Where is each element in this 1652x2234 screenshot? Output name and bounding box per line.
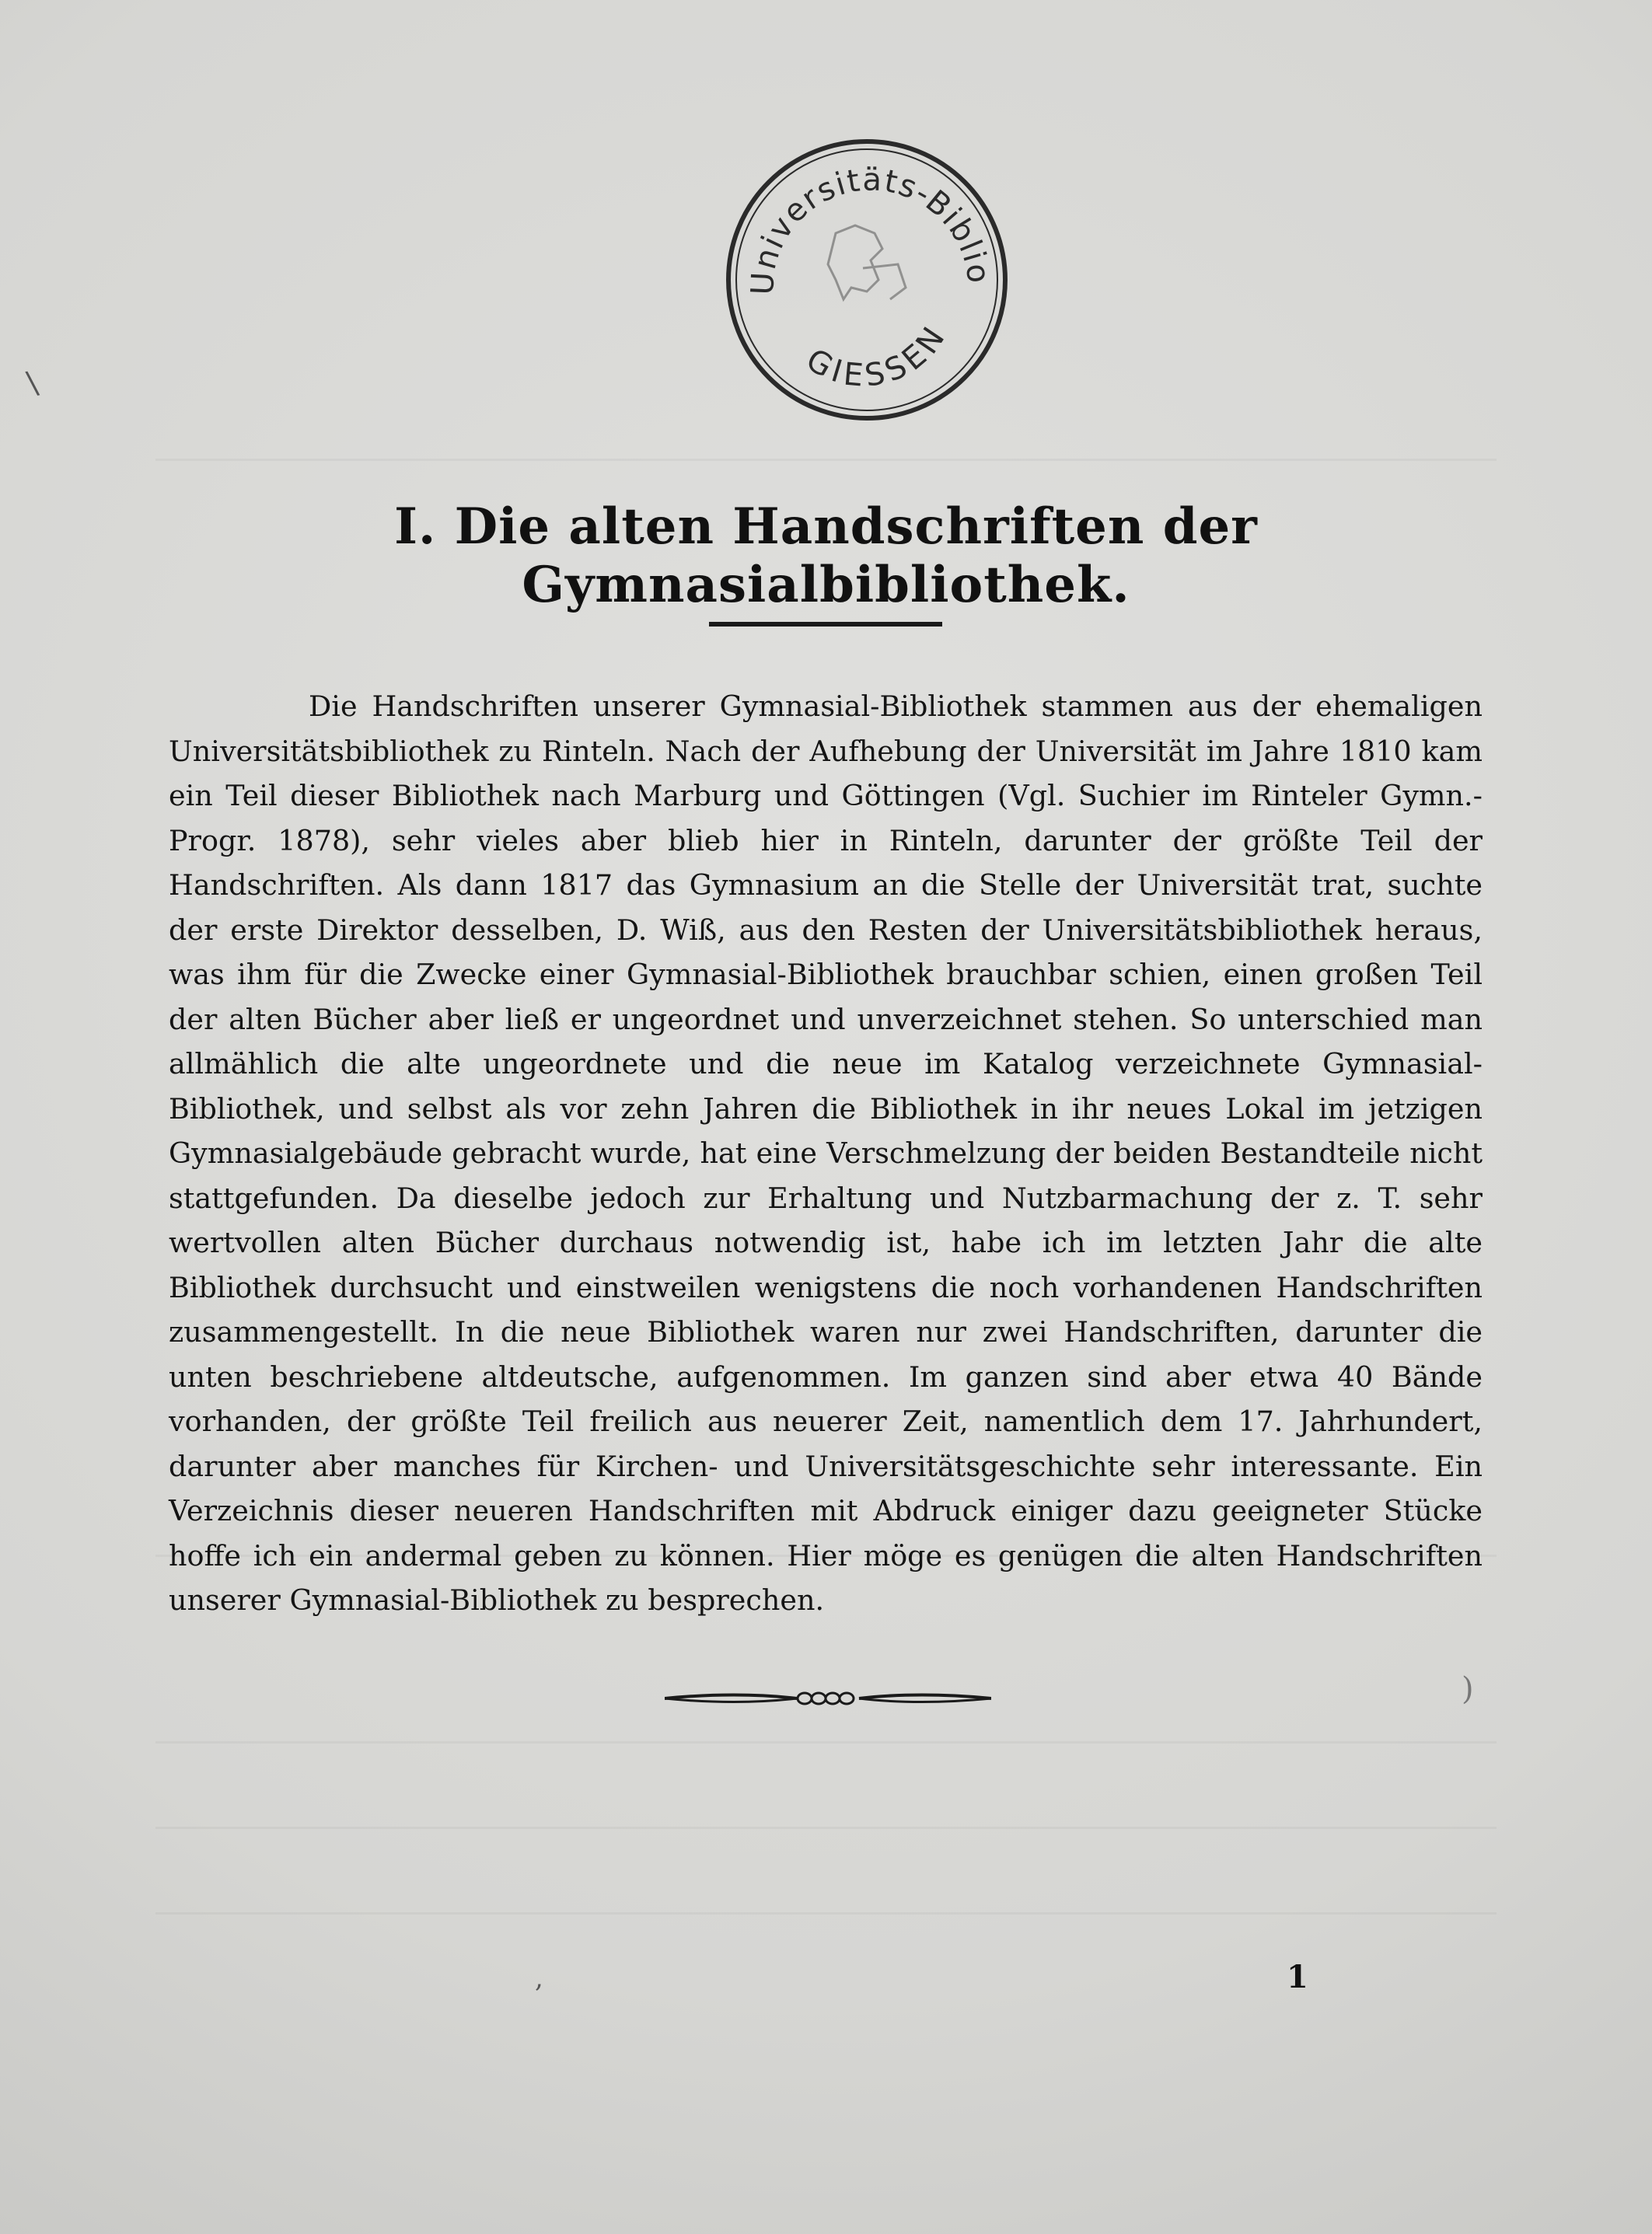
bleed-through-line xyxy=(155,1827,1497,1829)
body-paragraph: Die Handschriften unserer Gymnasial-Bibliothek stammen aus der ehemaligen Universitätsbibliothek zu Rinteln. Nach der Aufhebung der Universität im Jahre 1810 kam ein Teil dieser Bibliothek nach Marburg und Göttingen (Vgl. Suchier im Rinteler Gymn.-Progr. 1878), sehr vieles aber blieb hier in Rinteln, darunter der größte Teil der Handschriften. Als dann 1817 das Gymnasium an die Stelle der Universität trat, suchte der erste Direktor desselben, D. Wiß, aus den Resten der Universitätsbibliothek heraus, was ihm für die Zwecke einer Gymnasial-Bibliothek brauchbar schien, einen großen Teil der alten Bücher aber ließ er ungeordnet und unverzeichnet stehen. So unterschied man allmählich die alte ungeordnete und die neue im Katalog verzeichnete Gymnasial-Bibliothek, und selbst als vor zehn Jahren die Bibliothek in ihr neues Lokal im jetzigen Gymnasialgebäude gebracht wurde, hat eine Verschmelzung der beiden Bestandteile nicht stattgefunden. Da dieselbe jedoch zur Erhaltung und Nutzbarmachung der z. T. sehr wertvollen alten Bücher durchaus notwendig ist, habe ich im letzten Jahr die alte Bibliothek durchsucht und einstweilen wenigstens die noch vorhandenen Handschriften zusammengestellt. In die neue Bibliothek waren nur zwei Handschriften, darunter die unten beschriebene altdeutsche, aufgenommen. Im ganzen sind aber etwa 40 Bände vorhanden, der größte Teil freilich aus neuerer Zeit, namentlich dem 17. Jahrhundert, darunter aber manches für Kirchen- und Universitätsgeschichte sehr interessante. Ein Verzeichnis dieser neueren Handschriften mit Abdruck einiger dazu geeigneter Stücke hoffe ich ein andermal geben zu können. Hier möge es genügen die alten Handschriften unserer Gymnasial-Bibliothek zu besprechen. xyxy=(169,689,1483,1617)
title-underline xyxy=(709,622,942,627)
end-ornament xyxy=(665,1683,991,1714)
ornament-graphic xyxy=(665,1683,991,1714)
bleed-through-line xyxy=(155,459,1497,461)
svg-text:Universitäts-Bibliothek: Universitäts-Biblio xyxy=(745,162,997,296)
svg-text:GIESSEN: GIESSEN xyxy=(800,317,955,395)
stray-mark: \ xyxy=(24,365,41,402)
chapter-title: I. Die alten Handschriften der Gymnasialbibliothek. xyxy=(394,497,1258,614)
bleed-through-line xyxy=(155,1912,1497,1915)
page-number: 1 xyxy=(1287,1959,1308,1995)
stray-mark: ) xyxy=(1462,1671,1474,1707)
stray-mark: , xyxy=(535,1963,543,1994)
library-stamp xyxy=(719,132,1015,428)
bleed-through-line xyxy=(155,1741,1497,1744)
library-stamp-graphic xyxy=(719,132,1015,428)
